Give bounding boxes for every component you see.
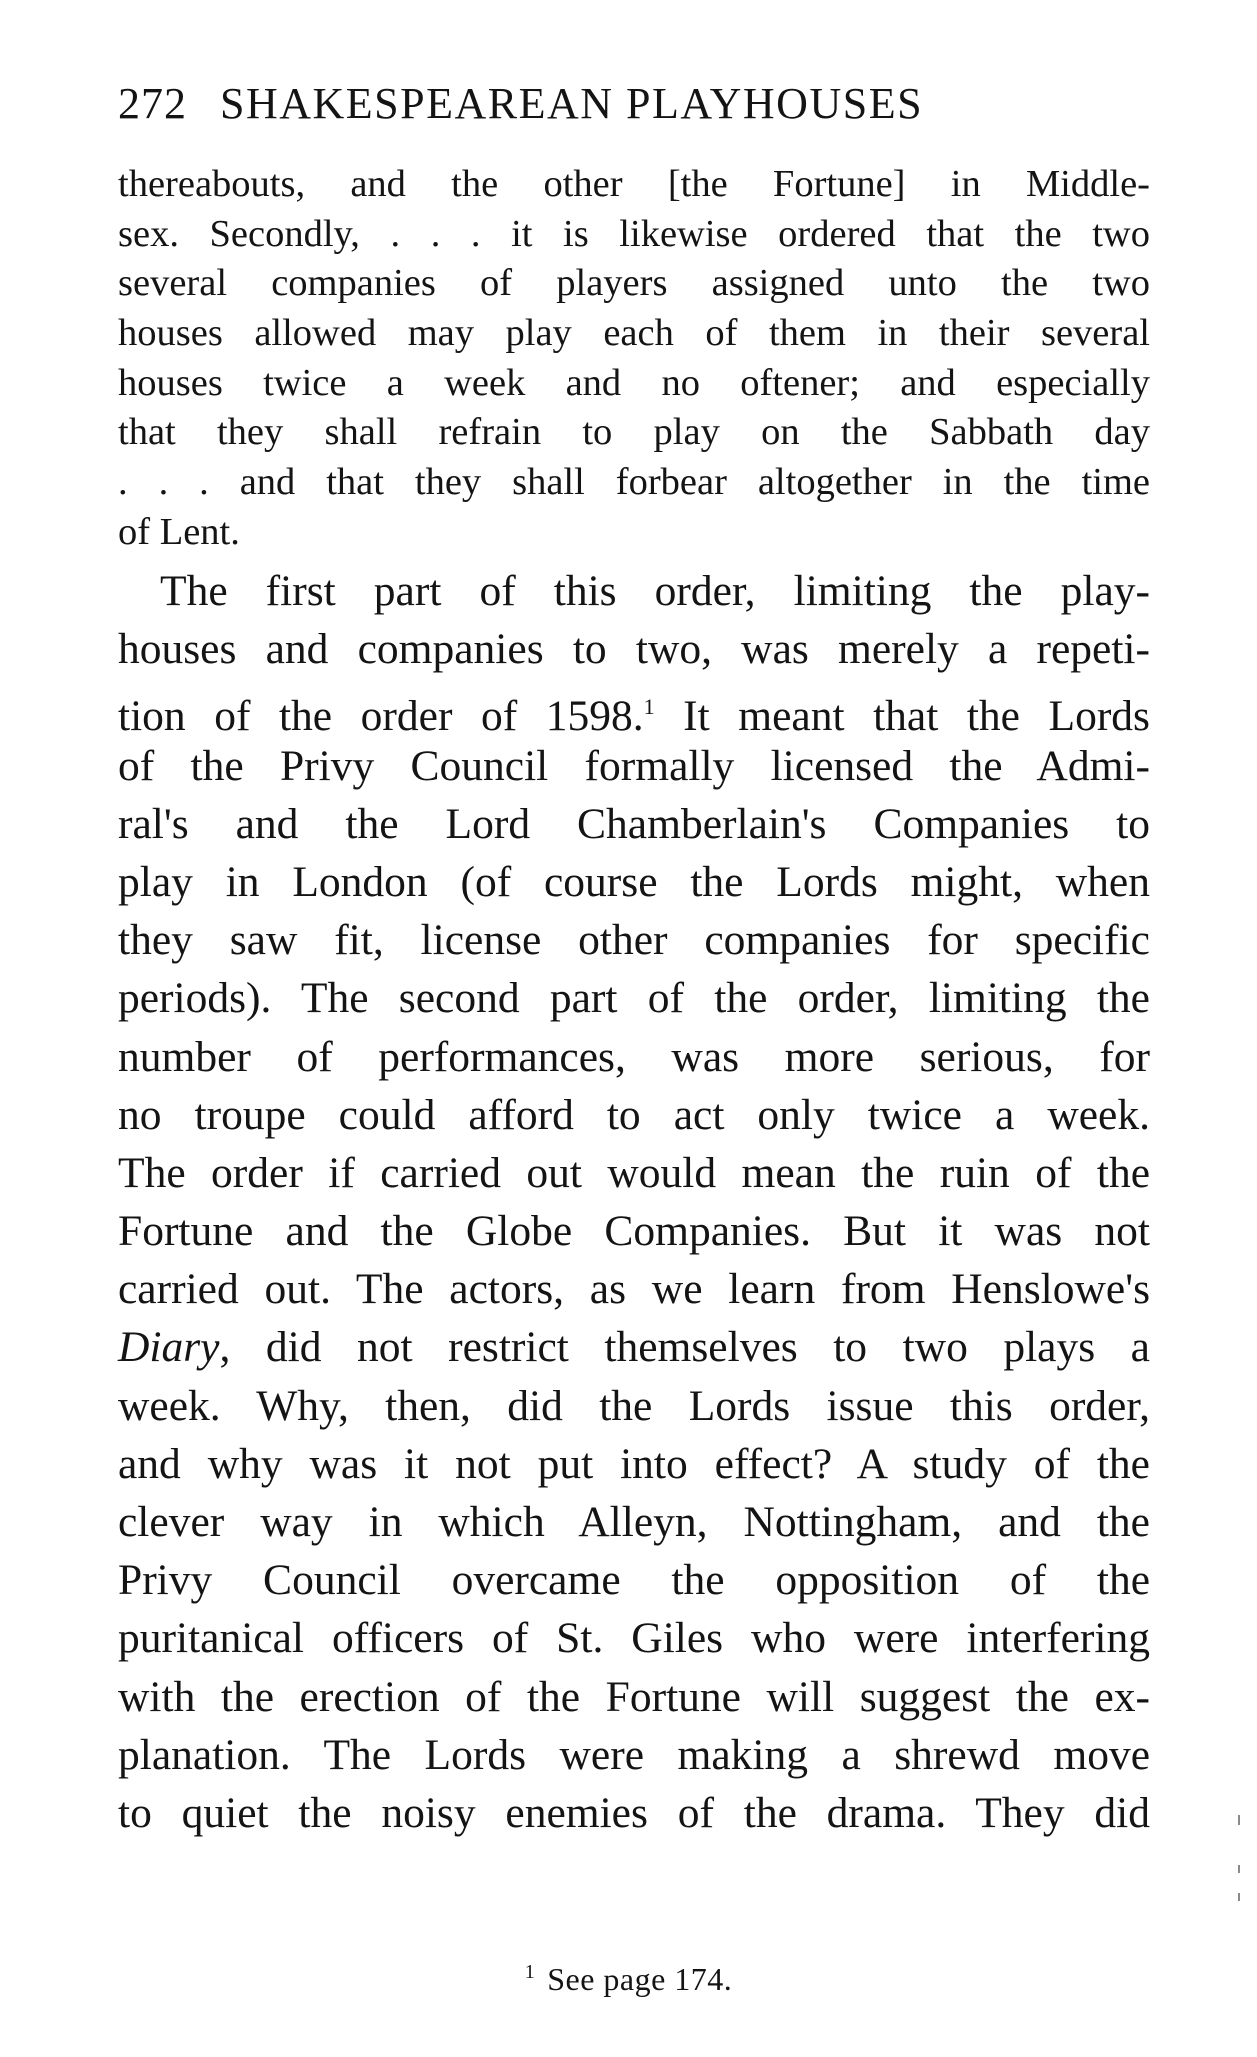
- running-title: SHAKESPEAREAN PLAYHOUSES: [220, 79, 924, 128]
- body-line: clever way in which Alleyn, Nottingham, and the: [118, 1498, 1150, 1546]
- extract-line: that they shall refrain to play on the Sabbath day: [118, 411, 1150, 454]
- extract-line: sex. Secondly, . . . it is likewise ordered that the two: [118, 212, 1150, 255]
- extract-line: thereabouts, and the other [the Fortune] in Middle-: [118, 163, 1150, 205]
- page-number: 272: [118, 79, 187, 128]
- body-line: carried out. The actors, as we learn from Henslowe's: [118, 1265, 1150, 1314]
- body-line-with-footnote: [118, 678, 1150, 741]
- body-line: The order if carried out would mean the ruin of the: [118, 1148, 1150, 1197]
- body-paragraph: [118, 562, 1150, 1842]
- body-line: play in London (of course the Lords might, when: [118, 857, 1150, 906]
- body-line: The first part of this order, limiting the play-: [160, 567, 1150, 615]
- scan-margin-marks: [1236, 1815, 1244, 1915]
- body-line: to quiet the noisy enemies of the drama. They did: [118, 1788, 1150, 1837]
- body-line: they saw fit, license other companies for specific: [118, 916, 1150, 965]
- body-line: Privy Council overcame the opposition of the: [118, 1556, 1150, 1605]
- footnote-reference: 1: [643, 694, 655, 720]
- body-line: and why was it not put into effect? A study of the: [118, 1439, 1150, 1488]
- extract-line: houses allowed may play each of them in their several: [118, 312, 1150, 355]
- scan-speck: [1238, 1815, 1240, 1825]
- extract-line: several companies of players assigned unto the two: [118, 262, 1150, 305]
- body-line: Fortune and the Globe Companies. But it was not: [118, 1207, 1150, 1256]
- body-line: puritanical officers of St. Giles who were interfering: [118, 1614, 1150, 1663]
- body-line-text: tion of the order of 1598.: [118, 692, 644, 741]
- body-line: with the erection of the Fortune will suggest the ex-: [118, 1672, 1150, 1721]
- extract-line: of Lent.: [118, 510, 240, 553]
- quoted-extract: [118, 160, 1150, 558]
- body-line: houses and companies to two, was merely a repeti-: [118, 625, 1150, 674]
- extract-line: houses twice a week and no oftener; and especially: [118, 361, 1150, 404]
- body-line: number of performances, was more serious, for: [118, 1032, 1150, 1081]
- body-line: no troupe could afford to act only twice a week.: [118, 1090, 1150, 1139]
- footnote: [0, 1950, 1257, 2001]
- body-line: of the Privy Council formally licensed the Admi-: [118, 741, 1150, 790]
- book-title-diary: Diary: [118, 1323, 220, 1372]
- extract-line: . . . and that they shall forbear altogether in the time: [118, 461, 1150, 504]
- page-header: [118, 74, 1118, 134]
- footnote-text: See page 174.: [547, 1961, 733, 1997]
- body-line-text: It meant that the Lords: [654, 692, 1150, 741]
- body-line: ral's and the Lord Chamberlain's Companies to: [118, 799, 1150, 848]
- footnote-mark: 1: [524, 1961, 536, 1983]
- body-line: periods). The second part of the order, limiting the: [118, 974, 1150, 1023]
- body-line-text: , did not restrict themselves to two plays a: [219, 1323, 1150, 1372]
- body-line: planation. The Lords were making a shrewd move: [118, 1730, 1150, 1779]
- body-line: week. Why, then, did the Lords issue this order,: [118, 1381, 1150, 1430]
- scan-speck: [1238, 1893, 1240, 1901]
- body-line-with-title: [118, 1318, 1150, 1376]
- scan-speck: [1238, 1865, 1240, 1873]
